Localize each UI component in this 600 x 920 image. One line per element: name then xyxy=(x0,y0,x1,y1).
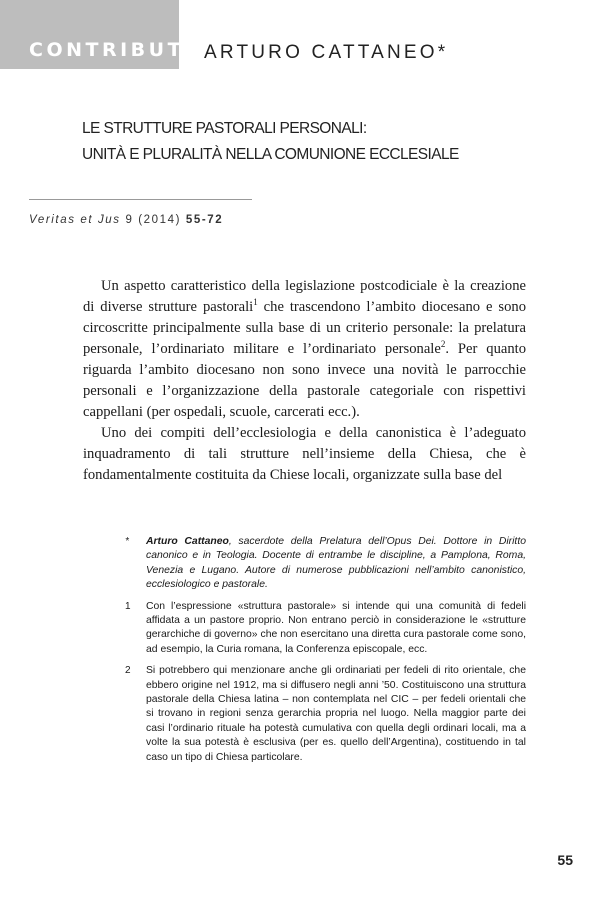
article-title xyxy=(82,116,459,168)
footnote-mark: 2 xyxy=(125,665,131,677)
footnotes xyxy=(125,535,526,772)
body-text-run: che trascendono l’ambito diocesano e sono circoscritte principalmente sulla base di un criterio personale: la prelatura personale, l’ordinariato militare e l’ordinariato personale xyxy=(83,299,526,357)
footnote-ref-1: 1 xyxy=(253,297,258,308)
body-text-run: . Per quanto riguarda l’ambito diocesano non sono invece una novità le parrocchie personali e l’organizzazione della pastorale categoriale con rispettivi cappellani (per ospedali, scuole, carcerati ecc.). xyxy=(83,341,526,420)
author-heading: ARTURO CATTANEO* xyxy=(204,42,449,63)
footnote-text: Si potrebbero qui menzionare anche gli ordinariati per fedeli di rito orientale, che ebbero origine nel 1912, ma si diffusero negli anni ’50. Costituiscono una struttura pastorale della Chiesa latina – non contemplata nel CIC – per fedeli orientali che si trovano in regioni senza gerarchia propria nel luogo. Nella maggior parte dei casi l’ordinario rituale ha potestà cumulativa con quella degli ordinari locali, ma a volte la sua potestà è esclusiva (per es. quello dell’Argentina), costituendo in tal caso un tipo di Chiesa particolare. xyxy=(146,665,526,763)
footnote-text: Con l’espressione «struttura pastorale» si intende qui una comunità di fedeli affidata a un pastore proprio. Non entrano perciò in considerazione le «strutture gerarchiche di governo» che non esercitano una diretta cura pastorale come sono, ad esempio, la Curia romana, la Conferenza episcopale, ecc. xyxy=(146,600,526,655)
title-line-1: LE STRUTTURE PASTORALI PERSONALI: xyxy=(82,120,367,137)
article-body xyxy=(83,276,526,486)
journal-citation xyxy=(29,214,223,226)
volume-year: 9 (2014) xyxy=(120,214,186,226)
footnote-text: , sacerdote della Prelatura dell’Opus Dei. Dottore in Diritto canonico e in Teologia. Docente di entrambe le discipline, a Pamplona, Roma, Venezia e Lugano. Autore di numerose pubblicazioni nell’ambito canonistico, ecclesiologico e pastorale. xyxy=(146,536,526,591)
body-paragraph-2: Uno dei compiti dell’ecclesiologia e della canonistica è l’adeguato inquadramento di tali strutture nell’insieme della Chiesa, che è fondamentalmente costituita da Chiese locali, organizzate sulla base del xyxy=(83,425,526,483)
section-label: CONTRIBUTI xyxy=(29,39,195,61)
body-paragraph-1 xyxy=(83,276,526,423)
title-line-2: UNITÀ E PLURALITÀ NELLA COMUNIONE ECCLESIALE xyxy=(82,146,459,163)
citation-divider xyxy=(29,199,252,200)
footnote-mark: 1 xyxy=(125,600,131,612)
footnote-2 xyxy=(125,664,526,765)
footnote-author xyxy=(125,535,526,593)
page-number: 55 xyxy=(557,852,573,868)
footnote-1 xyxy=(125,600,526,658)
footnote-ref-2: 2 xyxy=(440,339,446,350)
page-range: 55-72 xyxy=(185,214,224,226)
journal-name: Veritas et Jus xyxy=(29,214,121,226)
footnote-author-name: Arturo Cattaneo xyxy=(146,536,229,547)
footnote-mark: * xyxy=(125,536,129,547)
body-text-run: Un aspetto caratteristico della legislazione postcodiciale è la creazione di diverse strutture pastorali xyxy=(83,278,526,315)
